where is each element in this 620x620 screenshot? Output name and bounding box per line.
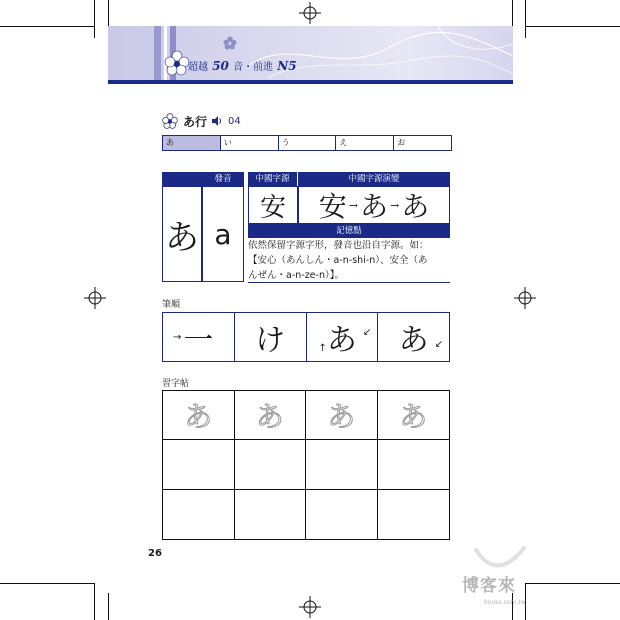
practice-cell[interactable]: [163, 440, 235, 489]
practice-cell[interactable]: [235, 391, 307, 440]
flower-bullet-icon: [162, 113, 178, 129]
crop-mark: [0, 583, 94, 584]
registration-mark-icon: [84, 287, 106, 309]
evolution-step: 安: [318, 190, 347, 223]
stroke-step: [163, 313, 235, 361]
arrow-right-icon: →: [173, 332, 182, 343]
memo-line: 【安心（あんしん・a-n-shi-n）、安全（あ: [248, 255, 428, 266]
header-title-part: 超越: [188, 62, 208, 73]
crop-mark: [525, 0, 526, 38]
header-rule: [108, 80, 513, 84]
header-title-level: N5: [277, 59, 297, 73]
romaji-reading: a: [202, 186, 244, 282]
stroke-step: [378, 313, 449, 361]
crop-mark: [108, 0, 109, 26]
trace-glyph: あ: [255, 400, 284, 434]
stroke-order-label: 筆順: [162, 300, 181, 310]
trace-glyph: あ: [184, 400, 213, 434]
header-banner: [108, 26, 513, 80]
practice-cell[interactable]: [378, 490, 450, 539]
stroke-order-box: [162, 312, 450, 362]
kana-character: あ: [162, 186, 202, 282]
crop-mark: [526, 583, 620, 584]
stroke-step: [235, 313, 307, 361]
page-number: 26: [148, 548, 162, 559]
character-evolution: [298, 186, 450, 224]
arrow-right-icon: →: [348, 198, 358, 212]
trace-glyph: あ: [399, 400, 428, 434]
stroke-glyph: あ: [398, 323, 429, 358]
origin-character: 安: [248, 186, 298, 224]
section-heading: [162, 112, 241, 130]
kana-row: [162, 135, 452, 151]
crop-mark: [512, 0, 513, 26]
kana-row-cell: あ: [163, 136, 221, 150]
practice-label: 習字帖: [162, 379, 190, 389]
stroke-step: [307, 313, 379, 361]
arrow-right-icon: →: [390, 198, 400, 212]
practice-grid: [162, 390, 450, 540]
flower-decoration-icon: [164, 50, 190, 76]
memo-text: [248, 238, 452, 283]
crop-mark: [94, 0, 95, 38]
watermark-text: 博客來: [462, 576, 516, 596]
section-title: あ行: [183, 114, 208, 129]
audio-track-number[interactable]: 04: [228, 115, 241, 127]
evolution-step: あ: [359, 190, 388, 223]
crop-mark: [108, 593, 109, 620]
registration-mark-icon: [299, 596, 321, 618]
practice-cell[interactable]: [235, 490, 307, 539]
arrow-down-icon: ↙: [434, 339, 443, 350]
registration-mark-icon: [514, 287, 536, 309]
stroke-glyph: あ: [326, 323, 357, 358]
header-title: [188, 58, 297, 73]
practice-cell[interactable]: [163, 490, 235, 539]
kana-row-cell: え: [336, 136, 394, 150]
kana-row-cell: い: [221, 136, 279, 150]
stroke-glyph: け: [255, 323, 286, 358]
crop-mark: [94, 583, 95, 620]
kana-header: [162, 172, 202, 186]
kana-row-cell: う: [279, 136, 337, 150]
practice-cell[interactable]: [306, 440, 378, 489]
registration-mark-icon: [299, 2, 321, 24]
memo-line: んぜん・a-n-ze-n）】。: [248, 270, 344, 281]
banner-stripe: [154, 26, 161, 80]
stroke-glyph: 一: [183, 323, 214, 358]
evolution-header: 中國字源演變: [298, 172, 450, 186]
trace-glyph: あ: [327, 400, 356, 434]
pronunciation-header: 發音: [202, 172, 244, 186]
practice-cell[interactable]: [306, 490, 378, 539]
crop-mark: [526, 26, 620, 27]
memo-line: 依然保留字源字形，發音也沿自字源。如：: [248, 240, 429, 251]
practice-cell[interactable]: [378, 440, 450, 489]
practice-cell[interactable]: [306, 391, 378, 440]
practice-cell[interactable]: [163, 391, 235, 440]
arrow-up-icon: ↑: [318, 343, 327, 354]
practice-cell[interactable]: [378, 391, 450, 440]
flower-decoration-icon: [223, 36, 237, 50]
header-title-part: 音・前進: [233, 62, 274, 73]
crop-mark: [0, 26, 94, 27]
arrow-down-icon: ↙: [362, 327, 372, 338]
kana-row-cell: お: [397, 138, 406, 147]
header-title-number: 50: [212, 59, 229, 73]
memo-header: 記憶點: [248, 224, 450, 238]
speaker-icon[interactable]: [212, 116, 223, 126]
evolution-step: あ: [401, 190, 430, 223]
watermark-url: books.com.tw: [484, 599, 526, 606]
memo-rule: [248, 282, 450, 283]
origin-header: 中國字源: [248, 172, 297, 186]
practice-cell[interactable]: [235, 440, 307, 489]
